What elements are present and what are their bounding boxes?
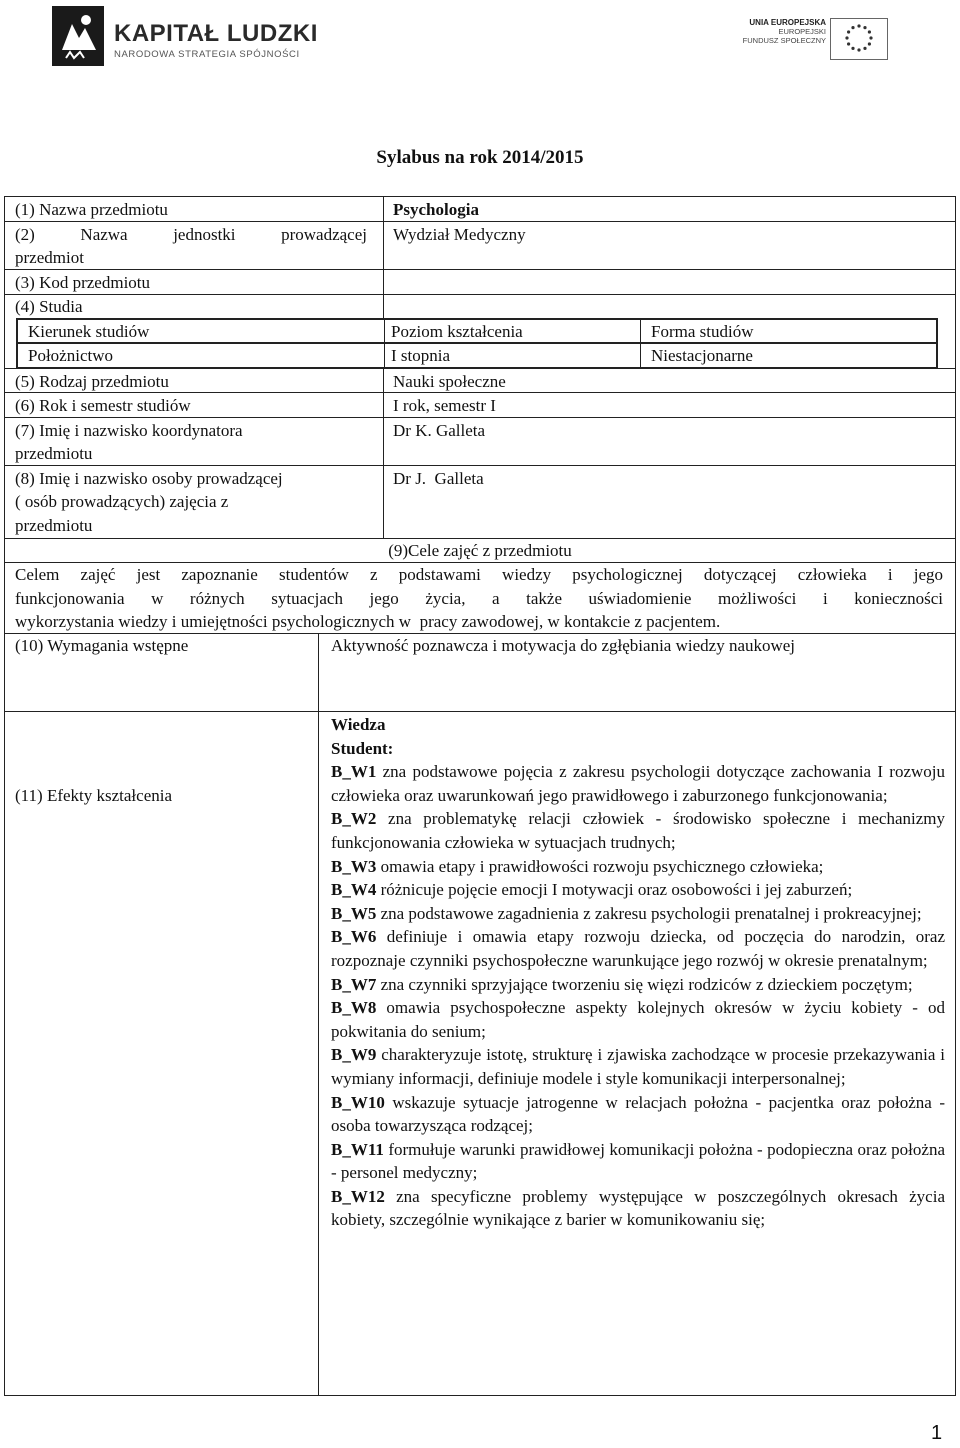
coordinator-label-line2: przedmiotu	[15, 444, 93, 463]
outcome-text: zna podstawowe pojęcia z zakresu psychologii dotyczące zachowania I rozwoju człowieka oraz uwarunkowań jego prawidłowego i zaburzonego funkcjonowania;	[331, 762, 945, 805]
outcome-code: B_W3	[331, 856, 377, 876]
column-divider	[383, 196, 384, 319]
outcome-code: B_W1	[331, 762, 377, 782]
outcome-text: wskazuje sytuacje jatrogenne w relacjach położna - pacjentka oraz położna - osoba towarzysząca rodzącej;	[331, 1092, 945, 1136]
outcome-code: B_W11	[331, 1139, 384, 1159]
eu-logo-text	[743, 18, 826, 45]
year-semester-value: I rok, semestr I	[393, 396, 496, 415]
outcome-item	[331, 1043, 945, 1090]
year-semester-label: (6) Rok i semestr studiów	[15, 396, 191, 415]
studies-header-form: Forma studiów	[651, 322, 754, 341]
goals-text-line3: wykorzystania wiedzy i umiejętności psychologicznych w pracy zawodowej, w kontakcie z pacjentem.	[15, 612, 721, 631]
goals-heading: (9)Cele zajęć z przedmiotu	[388, 541, 572, 560]
subject-name-value: Psychologia	[393, 200, 479, 219]
goals-text-line2: funkcjonowania w różnych sytuacjach jego życia, a także uświadomienie możliwości i konieczności	[15, 589, 943, 608]
outcome-code: B_W5	[331, 903, 377, 923]
teacher-value: Dr J. Galleta	[393, 469, 484, 488]
outcome-code: B_W12	[331, 1186, 385, 1206]
eu-logo	[732, 18, 902, 66]
eu-flag-icon	[830, 18, 888, 60]
outcome-item	[331, 878, 945, 902]
kapital-ludzki-subtitle: NARODOWA STRATEGIA SPÓJNOŚCI	[114, 49, 300, 60]
table-border	[4, 1395, 956, 1396]
teacher-label-line2: ( osób prowadzących) zajęcia z	[15, 492, 229, 511]
outcome-item	[331, 1091, 945, 1138]
row-divider	[4, 465, 956, 466]
outcome-code: B_W7	[331, 974, 377, 994]
studies-header-level: Poziom kształcenia	[391, 322, 523, 341]
outcome-text: zna czynniki sprzyjające tworzeniu się więzi rodziców z dzieckiem poczętym;	[376, 974, 913, 994]
kapital-ludzki-logo	[52, 6, 392, 66]
teacher-label-line3: przedmiotu	[15, 516, 93, 535]
outcome-text: zna specyficzne problemy występujące w poszczególnych okresach życia kobiety, szczególnie wynikające z barier w komunikowaniu się;	[331, 1186, 945, 1230]
outcome-code: B_W9	[331, 1045, 377, 1065]
page-number: 1	[931, 1422, 943, 1444]
outcome-item	[331, 925, 945, 972]
outcome-item	[331, 1138, 945, 1185]
row-divider	[4, 711, 956, 712]
outcome-code: B_W8	[331, 998, 377, 1018]
outcome-code: B_W4	[331, 880, 377, 900]
outcome-item	[331, 973, 945, 997]
outcome-item	[331, 1185, 945, 1232]
subject-type-value: Nauki społeczne	[393, 372, 506, 391]
eu-logo-line2: EUROPEJSKI	[778, 27, 826, 36]
outcome-text: zna problematykę relacji człowiek - środowisko społeczne i mechanizmy funkcjonowania człowieka w sytuacjach trudnych;	[331, 809, 945, 852]
studies-column-divider	[640, 318, 641, 368]
learning-outcomes-label: (11) Efekty kształcenia	[15, 786, 173, 805]
eu-logo-line1: UNIA EUROPEJSKA	[749, 18, 826, 27]
outcome-text: omawia psychospołeczne aspekty kolejnych okresów w życiu kobiety - od pokwitania do senium;	[331, 998, 945, 1041]
prerequisites-label: (10) Wymagania wstępne	[15, 636, 189, 655]
knowledge-heading: Wiedza	[331, 715, 386, 734]
kapital-ludzki-emblem-icon	[52, 6, 104, 66]
unit-label-line2: przedmiot	[15, 248, 84, 267]
studies-value-level: I stopnia	[391, 346, 451, 365]
outcome-code: B_W10	[331, 1092, 385, 1112]
coordinator-label-line1: (7) Imię i nazwisko koordynatora	[15, 421, 243, 440]
studies-value-form: Niestacjonarne	[651, 346, 753, 365]
student-heading: Student:	[331, 738, 394, 758]
outcome-text: omawia etapy i prawidłowości rozwoju psychicznego człowieka;	[376, 856, 824, 876]
subject-name-label: (1) Nazwa przedmiotu	[15, 200, 168, 219]
studies-value-direction: Położnictwo	[28, 346, 113, 365]
column-divider	[318, 633, 319, 1395]
studies-column-divider	[384, 318, 385, 368]
row-divider	[4, 269, 956, 270]
row-divider	[4, 368, 956, 369]
table-border	[4, 196, 5, 1395]
outcome-text: formułuje warunki prawidłowej komunikacji położna - podopieczna oraz położna - personel medyczny;	[331, 1139, 945, 1183]
eu-logo-line3: FUNDUSZ SPOŁECZNY	[742, 36, 826, 45]
outcome-code: B_W2	[331, 809, 377, 829]
outcome-item	[331, 807, 945, 854]
table-border	[4, 196, 956, 197]
goals-text-line1: Celem zajęć jest zapoznanie studentów z podstawami wiedzy psychologicznej dotyczącej człowieka i jego	[15, 565, 943, 584]
unit-value: Wydział Medyczny	[393, 225, 526, 244]
learning-outcomes-content	[331, 713, 945, 1232]
column-divider	[383, 368, 384, 539]
outcome-text: charakteryzuje istotę, strukturę i zjawiska zachodzące w procesie przekazywania i wymiany informacji, definiuje modele i style komunikacji interpersonalnej;	[331, 1045, 945, 1088]
coordinator-value: Dr K. Galleta	[393, 421, 486, 440]
outcome-item	[331, 855, 945, 879]
document-title: Sylabus na rok 2014/2015	[376, 147, 584, 168]
table-border	[955, 196, 956, 1395]
unit-label-line1: (2) Nazwa jednostki prowadzącej	[15, 225, 367, 244]
outcome-item	[331, 760, 945, 807]
teacher-label-line1: (8) Imię i nazwisko osoby prowadzącej	[15, 469, 283, 488]
kapital-ludzki-title: KAPITAŁ LUDZKI	[114, 20, 318, 47]
subject-type-label: (5) Rodzaj przedmiotu	[15, 372, 169, 391]
outcome-item	[331, 996, 945, 1043]
outcome-text: różnicuje pojęcie emocji I motywacji oraz osobowości i jej zaburzeń;	[376, 880, 853, 900]
studies-header-direction: Kierunek studiów	[28, 322, 150, 341]
outcomes-list	[331, 760, 945, 1232]
subject-code-label: (3) Kod przedmiotu	[15, 273, 151, 292]
prerequisites-value: Aktywność poznawcza i motywacja do zgłębiania wiedzy naukowej	[331, 636, 796, 655]
outcome-item	[331, 902, 945, 926]
outcome-code: B_W6	[331, 927, 377, 947]
outcome-text: definiuje i omawia etapy rozwoju dziecka, od poczęcia do narodzin, oraz rozpoznaje czynniki psychospołeczne warunkujące jego rozwój w okresie prenatalnym;	[331, 927, 945, 970]
outcome-text: zna podstawowe zagadnienia z zakresu psychologii prenatalnej i prokreacyjnej;	[376, 903, 922, 923]
studies-label: (4) Studia	[15, 297, 83, 316]
